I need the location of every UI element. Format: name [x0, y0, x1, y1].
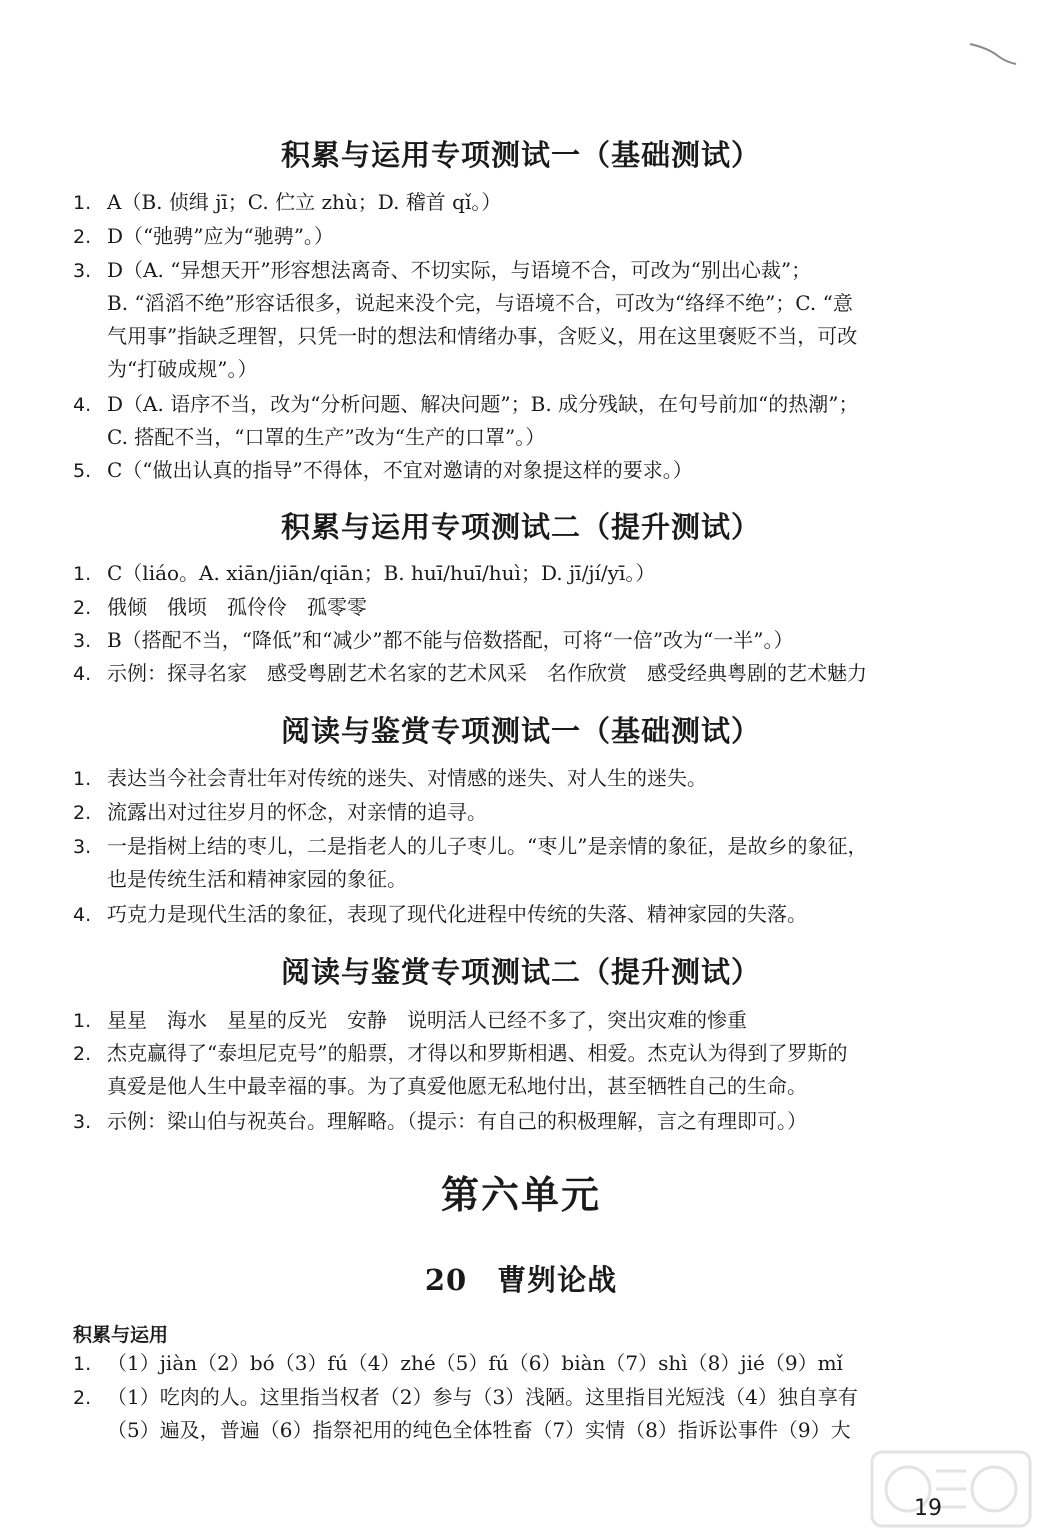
- item-number: 4.: [73, 904, 92, 926]
- item-text: 杰克赢得了“泰坦尼克号”的船票，才得以和罗斯相遇、相爱。杰克认为得到了罗斯的: [107, 1041, 848, 1065]
- item-text: 示例：探寻名家 感受粤剧艺术名家的艺术风采 名作欣赏 感受经典粤剧的艺术魅力: [107, 661, 867, 685]
- list-item: [73, 591, 963, 624]
- watermark-logo: [866, 1446, 1036, 1532]
- list-item: [73, 1037, 963, 1103]
- list-item: [73, 220, 963, 253]
- list-item: [73, 557, 963, 590]
- list-item: [73, 388, 963, 454]
- item-text: 一是指树上结的枣儿，二是指老人的儿子枣儿。“枣儿”是亲情的象征，是故乡的象征，: [107, 834, 868, 858]
- page-corner-mark: [968, 40, 1018, 66]
- item-number: 3.: [73, 260, 92, 282]
- section-title: 积累与运用专项测试一（基础测试）: [280, 138, 761, 172]
- item-text: 巧克力是现代生活的象征，表现了现代化进程中传统的失落、精神家园的失落。: [107, 902, 807, 926]
- item-number: 1.: [73, 563, 92, 585]
- item-number: 3.: [73, 836, 92, 858]
- list-item: [73, 254, 963, 386]
- item-text: 也是传统生活和精神家园的象征。: [107, 867, 407, 891]
- item-number: 4.: [73, 394, 92, 416]
- item-text: （5）遍及，普遍（6）指祭祀用的纯色全体牲畜（7）实情（8）指诉讼事件（9）大: [107, 1418, 851, 1442]
- item-text: D（A. “异想天开”形容想法离奇、不切实际，与语境不合，可改为“别出心裁”；: [107, 258, 812, 282]
- item-text: C（“做出认真的指导”不得体，不宜对邀请的对象提这样的要求。）: [107, 458, 693, 482]
- item-text: （1）jiàn（2）bó（3）fú（4）zhé（5）fú（6）biàn（7）shì（8）jié（9）mǐ: [107, 1351, 843, 1375]
- item-text: D（A. 语序不当，改为“分析问题、解决问题”；B. 成分残缺，在句号前加“的热潮”；: [107, 392, 859, 416]
- section-title: 阅读与鉴赏专项测试二（提升测试）: [280, 955, 761, 989]
- item-text: （1）吃肉的人。这里指当权者（2）参与（3）浅陋。这里指目光短浅（4）独自享有: [107, 1385, 858, 1409]
- item-text: A（B. 侦缉 jī；C. 伫立 zhù；D. 稽首 qǐ。）: [107, 190, 502, 214]
- item-number: 2.: [73, 802, 92, 824]
- item-text: 星星 海水 星星的反光 安静 说明活人已经不多了，突出灾难的惨重: [107, 1008, 747, 1032]
- list-item: [73, 898, 963, 931]
- list-item: [73, 454, 963, 487]
- section-title: 阅读与鉴赏专项测试一（基础测试）: [280, 714, 761, 748]
- item-number: 1.: [73, 1353, 92, 1375]
- list-item: [73, 624, 963, 657]
- lesson-title: 20 曹刿论战: [424, 1263, 618, 1297]
- item-text: 示例：梁山伯与祝英台。理解略。（提示：有自己的积极理解，言之有理即可。）: [107, 1109, 807, 1133]
- page-number: 19: [914, 1496, 942, 1521]
- item-number: 1.: [73, 768, 92, 790]
- list-item: [73, 762, 963, 795]
- sub-heading: 积累与运用: [73, 1324, 169, 1346]
- item-number: 2.: [73, 597, 92, 619]
- unit-title: 第六单元: [440, 1172, 601, 1217]
- item-number: 2.: [73, 226, 92, 248]
- item-number: 1.: [73, 1010, 92, 1032]
- item-text: 俄倾 俄顷 孤伶伶 孤零零: [107, 595, 367, 619]
- list-item: [73, 830, 963, 896]
- list-item: [73, 1105, 963, 1138]
- item-text: C（liáo。A. xiān/jiān/qiān；B. huī/huī/huì；D. jī/jí/yī。）: [107, 561, 656, 585]
- item-number: 3.: [73, 630, 92, 652]
- item-text: 为“打破成规”。）: [107, 357, 258, 381]
- item-number: 2.: [73, 1043, 92, 1065]
- list-item: [73, 186, 963, 219]
- item-text: B（搭配不当，“降低”和“减少”都不能与倍数搭配，可将“一倍”改为“一半”。）: [107, 628, 794, 652]
- list-item: [73, 1347, 963, 1380]
- item-text: C. 搭配不当，“口罩的生产”改为“生产的口罩”。）: [107, 425, 546, 449]
- section-title: 积累与运用专项测试二（提升测试）: [280, 510, 761, 544]
- list-item: [73, 1004, 963, 1037]
- item-number: 4.: [73, 663, 92, 685]
- item-text: 表达当今社会青壮年对传统的迷失、对情感的迷失、对人生的迷失。: [107, 766, 707, 790]
- item-number: 3.: [73, 1111, 92, 1133]
- list-item: [73, 1381, 963, 1447]
- item-number: 5.: [73, 460, 92, 482]
- item-number: 2.: [73, 1387, 92, 1409]
- item-text: B. “滔滔不绝”形容话很多，说起来没个完，与语境不合，可改为“络绎不绝”；C. “意: [107, 291, 853, 315]
- item-text: 真爱是他人生中最幸福的事。为了真爱他愿无私地付出，甚至牺牲自己的生命。: [107, 1074, 807, 1098]
- item-text: D（“弛骋”应为“驰骋”。）: [107, 224, 334, 248]
- item-text: 气用事”指缺乏理智，只凭一时的想法和情绪办事，含贬义，用在这里褒贬不当，可改: [107, 324, 858, 348]
- list-item: [73, 657, 963, 690]
- item-text: 流露出对过往岁月的怀念，对亲情的追寻。: [107, 800, 487, 824]
- list-item: [73, 796, 963, 829]
- item-number: 1.: [73, 192, 92, 214]
